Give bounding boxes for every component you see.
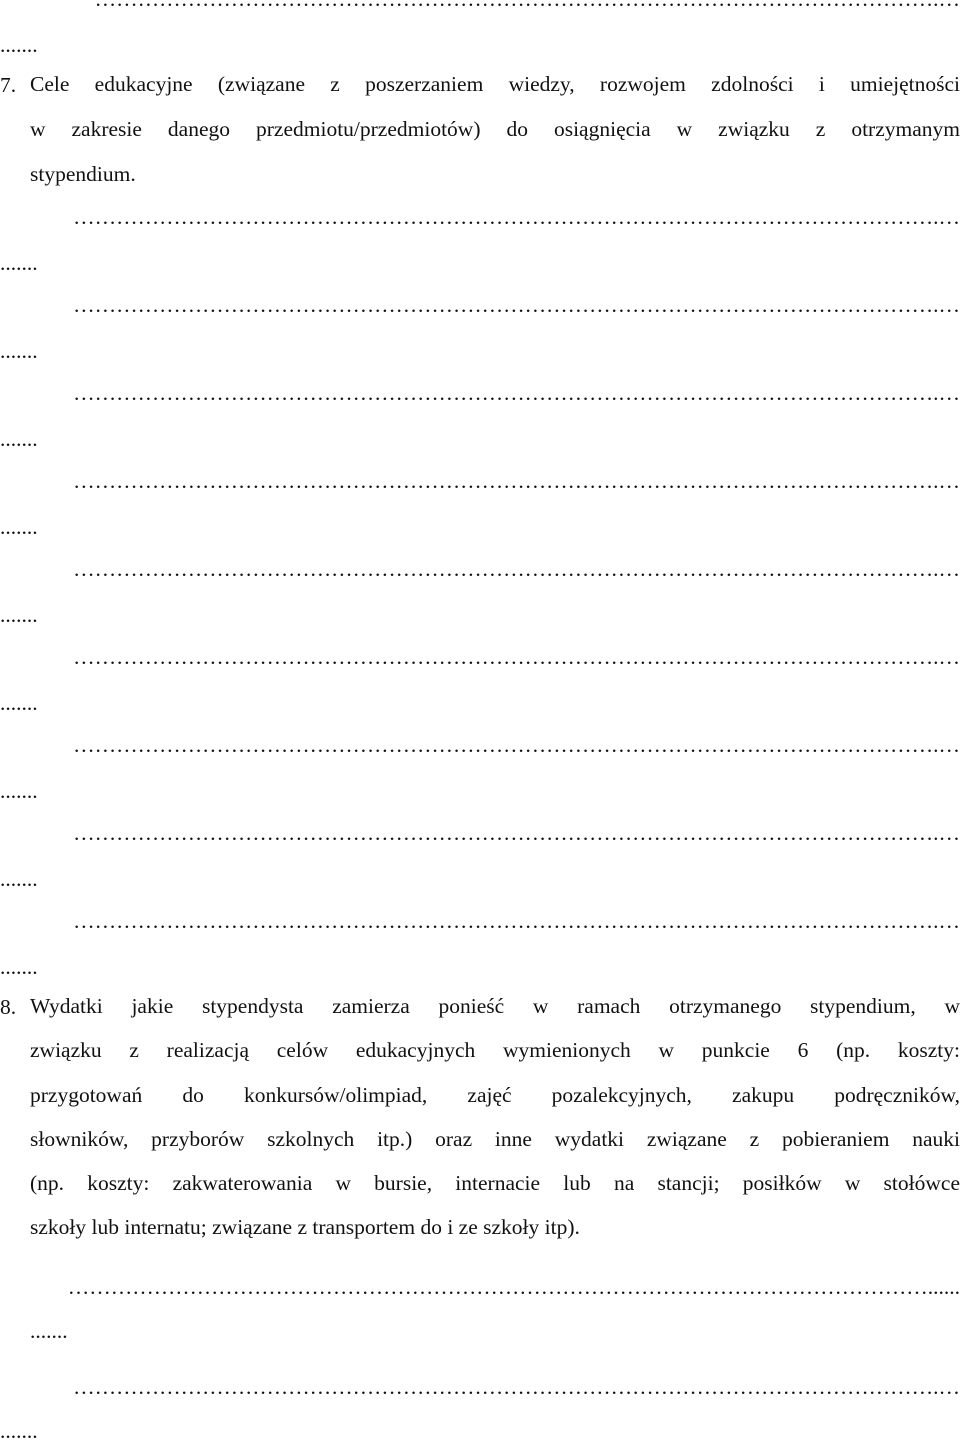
section-7-number: 7. — [0, 73, 17, 97]
section-8-line-1: Wydatki jakie stypendysta zamierza ponieść w ramach otrzymanego stypendium, w — [30, 994, 960, 1018]
dotted-line: ………………………………………………………………………………………………………….… — [73, 909, 960, 933]
dotted-line-end: ....... — [0, 867, 38, 891]
dotted-line: ………………………………………………………………………………………………………….… — [73, 733, 960, 757]
dotted-line: ………………………………………………………………………………………………………….… — [73, 821, 960, 845]
dotted-line-end: ....... — [0, 691, 38, 715]
dotted-line-end: ....... — [0, 251, 38, 275]
dotted-line: ………………………………………………………………………………………………………….… — [73, 645, 960, 669]
dotted-line-end: ....... — [0, 33, 38, 57]
dotted-line: ………………………………………………………………………………………………………….… — [73, 381, 960, 405]
section-8-line-6: szkoły lub internatu; związane z transportem do i ze szkoły itp). — [30, 1215, 580, 1239]
section-8-line-2: związku z realizacją celów edukacyjnych wymienionych w punkcie 6 (np. koszty: — [30, 1038, 960, 1062]
section-8-line-4: słowników, przyborów szkolnych itp.) oraz inne wydatki związane z pobieraniem nauki — [30, 1127, 960, 1151]
dotted-line-end: ....... — [0, 1419, 38, 1443]
section-7-line-2: w zakresie danego przedmiotu/przedmiotów) do osiągnięcia w związku z otrzymanym — [30, 117, 960, 141]
dotted-line: ………………………………………………………………………………………………………….… — [73, 1375, 960, 1399]
dotted-line-end: ....... — [0, 955, 38, 979]
dotted-line-end: ....... — [0, 427, 38, 451]
section-7-line-3: stypendium. — [30, 162, 136, 186]
dotted-line-end: ....... — [0, 603, 38, 627]
section-8-line-3: przygotowań do konkursów/olimpiad, zajęć pozalekcyjnych, zakupu podręczników, — [30, 1083, 960, 1107]
dotted-line: ………………………………………………………………………………………………………….… — [73, 469, 960, 493]
dotted-line-end: ....... — [0, 339, 38, 363]
dotted-line: …………………………………………………………………………………………………………...... — [67, 1275, 960, 1299]
dotted-line-end: ....... — [0, 515, 38, 539]
section-7-line-1: Cele edukacyjne (związane z poszerzaniem wiedzy, rozwojem zdolności i umiejętności — [30, 72, 960, 96]
section-8-line-5: (np. koszty: zakwaterowania w bursie, internacie lub na stancji; posiłków w stołówce — [30, 1171, 960, 1195]
dotted-line — [24, 0, 960, 12]
dotted-line-end: ....... — [30, 1319, 68, 1343]
dotted-line-end: ....... — [0, 779, 38, 803]
section-8-number: 8. — [0, 995, 17, 1019]
dotted-line: ………………………………………………………………………………………………………….… — [73, 205, 960, 229]
dotted-line: ………………………………………………………………………………………………………….… — [73, 557, 960, 581]
dotted-line: ………………………………………………………………………………………………………….… — [73, 293, 960, 317]
